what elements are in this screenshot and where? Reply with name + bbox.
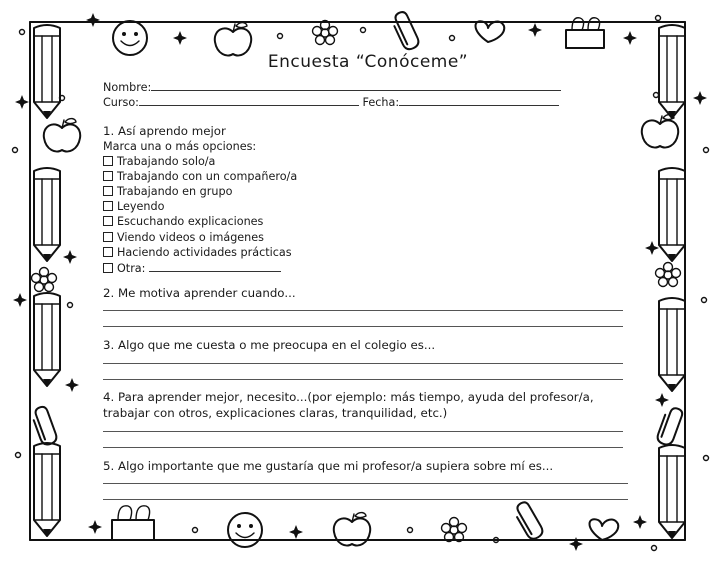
option-row[interactable]: [103, 261, 281, 276]
apple-icon: [642, 115, 678, 148]
question-4-line-2: trabajar con otros, explicaciones claras, tranquilidad, etc.): [103, 406, 448, 420]
option-label: Leyendo: [117, 200, 165, 213]
question-2: 2. Me motiva aprender cuando...: [103, 286, 296, 300]
checkbox[interactable]: [103, 263, 113, 273]
answer-line[interactable]: [103, 499, 628, 500]
flower-icon: [442, 518, 467, 542]
option-row[interactable]: [103, 246, 292, 260]
paperclip-icon: [512, 500, 545, 541]
option-label: Trabajando con un compañero/a: [117, 170, 298, 183]
option-label: Escuchando explicaciones: [117, 215, 264, 228]
option-row[interactable]: [103, 215, 263, 229]
apple-icon: [215, 23, 251, 56]
heart-icon: [476, 21, 505, 42]
checkbox[interactable]: [103, 186, 113, 196]
sparkle-icon: [655, 393, 669, 407]
answer-line[interactable]: [103, 326, 623, 327]
fecha-label: Fecha:: [362, 96, 400, 109]
flower-icon: [32, 268, 57, 292]
nombre-input[interactable]: [151, 80, 561, 91]
pencil-icon: [34, 443, 60, 536]
pencil-icon: [34, 25, 60, 118]
answer-line[interactable]: [103, 363, 623, 364]
question-4-line-1: 4. Para aprender mejor, necesito...(por ejemplo: más tiempo, ayuda del profesor/a,: [103, 390, 594, 404]
option-row[interactable]: [103, 155, 215, 169]
smiley-icon: [228, 513, 262, 547]
option-label: Trabajando solo/a: [117, 155, 216, 168]
pencil-icon: [659, 445, 685, 538]
curso-label: Curso:: [103, 96, 139, 109]
answer-line[interactable]: [103, 483, 628, 484]
other-input[interactable]: [149, 261, 281, 272]
option-label: Otra:: [117, 262, 146, 275]
checkbox[interactable]: [103, 171, 113, 181]
option-row[interactable]: [103, 200, 164, 214]
nombre-label: Nombre:: [103, 81, 152, 94]
question-3: 3. Algo que me cuesta o me preocupa en el colegio es...: [103, 338, 436, 352]
paperclip-icon: [390, 10, 421, 51]
paperclip-icon: [30, 405, 58, 446]
option-row[interactable]: [103, 231, 264, 245]
answer-line[interactable]: [103, 310, 623, 311]
answer-line[interactable]: [103, 379, 623, 380]
apple-icon: [44, 119, 80, 152]
sparkle-icon: [633, 515, 647, 529]
option-label: Trabajando en grupo: [117, 185, 233, 198]
page-title: Encuesta “Conóceme”: [267, 52, 469, 72]
fecha-input[interactable]: [399, 95, 559, 106]
checkbox[interactable]: [103, 216, 113, 226]
flower-icon: [656, 263, 681, 287]
answer-line[interactable]: [103, 447, 623, 448]
pencil-icon: [34, 293, 60, 386]
curso-input[interactable]: [139, 95, 359, 106]
option-row[interactable]: [103, 185, 232, 199]
sparkle-icon: [13, 293, 27, 307]
option-label: Viendo videos o imágenes: [117, 231, 264, 244]
pencil-icon: [659, 298, 685, 391]
option-row[interactable]: [103, 170, 297, 184]
sparkle-icon: [693, 91, 707, 105]
pencil-icon: [659, 25, 685, 118]
nombre-field: [103, 80, 561, 95]
checkbox[interactable]: [103, 232, 113, 242]
sparkle-icon: [289, 525, 303, 539]
curso-fecha-field: [103, 95, 559, 110]
flower-icon: [313, 21, 338, 45]
binder-clip-icon: [112, 506, 154, 540]
answer-line[interactable]: [103, 431, 623, 432]
option-label: Haciendo actividades prácticas: [117, 246, 292, 259]
question-1-title: 1. Así aprendo mejor: [103, 124, 226, 138]
pencil-icon: [34, 168, 60, 261]
checkbox[interactable]: [103, 156, 113, 166]
paperclip-icon: [656, 405, 684, 446]
sparkle-icon: [88, 520, 102, 534]
question-1-instruction: Marca una o más opciones:: [103, 140, 257, 153]
sparkle-icon: [15, 95, 29, 109]
question-5: 5. Algo importante que me gustaría que mi profesor/a supiera sobre mí es...: [103, 459, 554, 473]
sparkle-icon: [173, 31, 187, 45]
smiley-icon: [113, 21, 147, 55]
sparkle-icon: [623, 31, 637, 45]
checkbox[interactable]: [103, 247, 113, 257]
sparkle-icon: [63, 250, 77, 264]
sparkle-icon: [65, 378, 79, 392]
heart-icon: [590, 519, 619, 540]
sparkle-icon: [645, 241, 659, 255]
pencil-icon: [659, 168, 685, 261]
sparkle-icon: [528, 23, 542, 37]
sparkle-icon: [86, 13, 100, 27]
checkbox[interactable]: [103, 201, 113, 211]
